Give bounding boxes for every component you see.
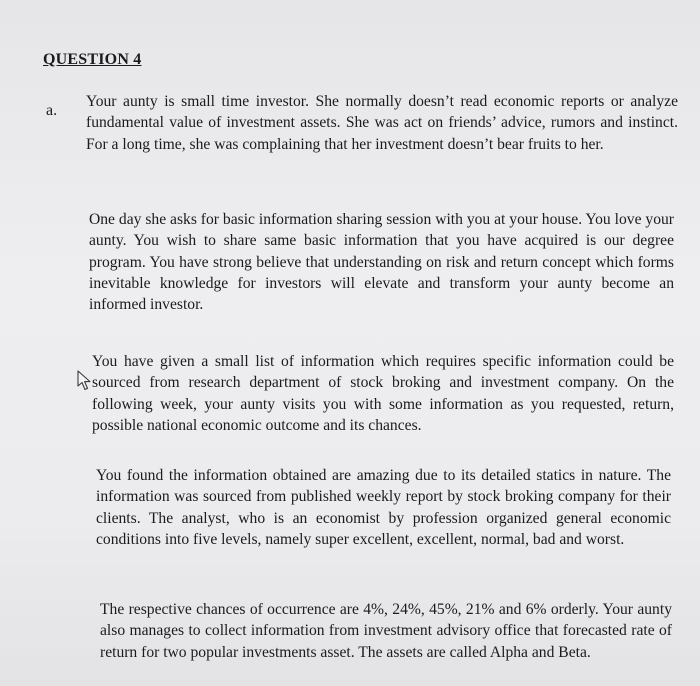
question-heading: QUESTION 4: [43, 51, 142, 68]
paragraph-4: You found the information obtained are amazing due to its detailed statics in nature. The information was sourced from published weekly report by stock broking company for their clients. The analyst, who is an economist by profession organized general economic conditions into five levels, namely super excellent, excellent, normal, bad and worst.: [96, 467, 671, 548]
paragraph-5: The respective chances of occurrence are 4%, 24%, 45%, 21% and 6% orderly. Your aunty also manages to collect information from investment advisory office that forecasted rate of return for two popular investments asset. The assets are called Alpha and Beta.: [100, 601, 672, 661]
paragraph-1: Your aunty is small time investor. She normally doesn’t read economic reports or analyze fundamental value of investment assets. She was act on friends’ advice, rumors and instinct. For a long time, she was complaining that her investment doesn’t bear fruits to her.: [86, 93, 678, 153]
paragraph-2: One day she asks for basic information sharing session with you at your house. You love your aunty. You wish to share same basic information that you have acquired is our degree program. You have strong believe that understanding on risk and return concept which forms inevitable knowledge for investors will elevate and transform your aunty become an informed investor.: [89, 211, 674, 314]
part-label: a.: [46, 102, 58, 119]
paragraph-3: You have given a small list of information which requires specific information could be sourced from research department of stock broking and investment company. On the following week, your aunty visits you with some information as you requested, return, possible national economic outcome and its chances.: [92, 353, 674, 434]
mouse-pointer-icon: [76, 370, 94, 392]
